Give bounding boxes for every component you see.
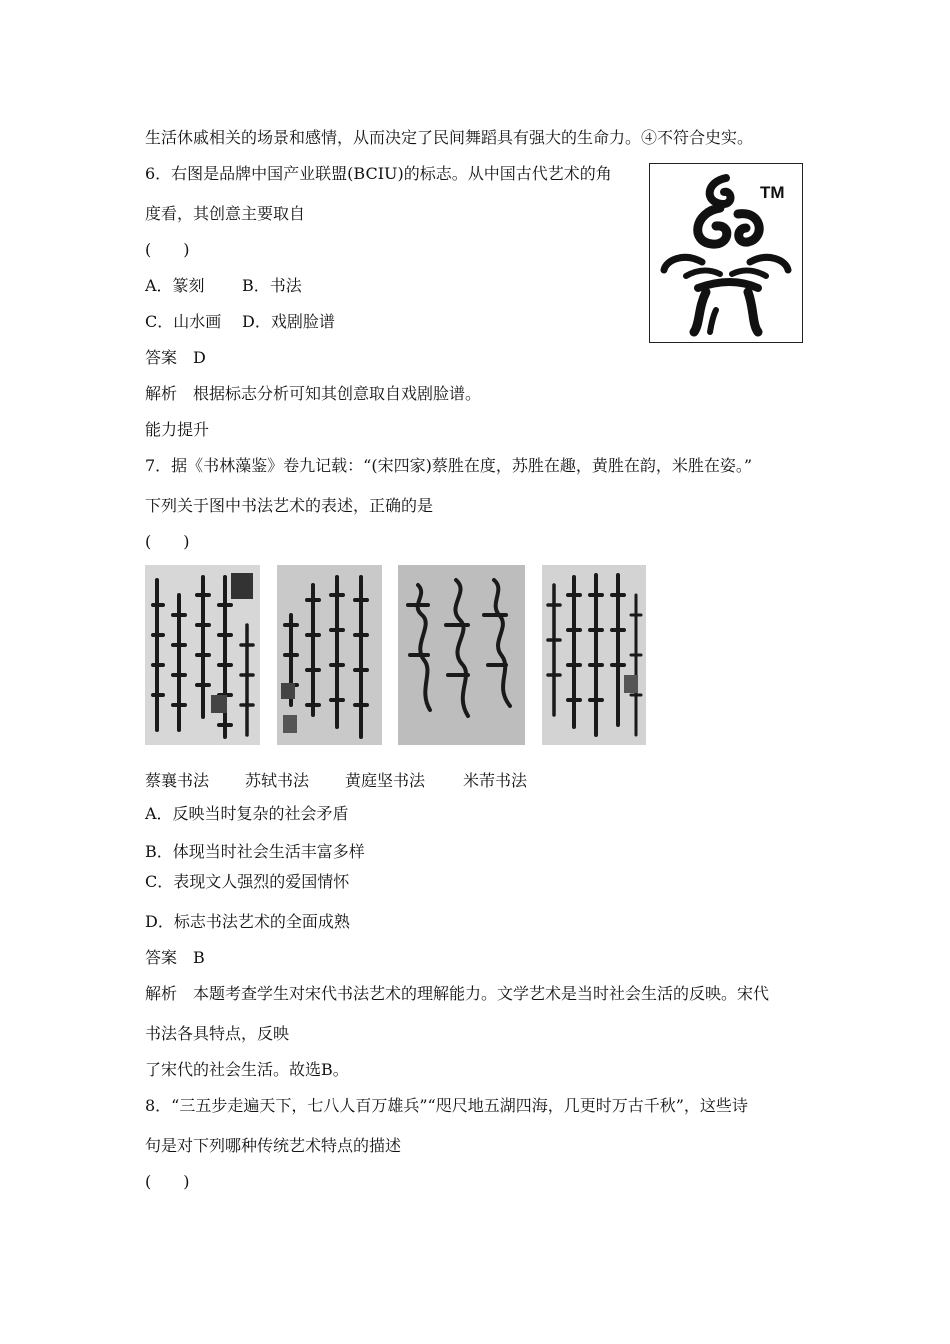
question-6-explanation: 解析 根据标志分析可知其创意取自戏剧脸谱。 [145, 384, 482, 403]
su-shi-calligraphy-image [277, 565, 382, 745]
caption-mi-fu: 米芾书法 [463, 771, 528, 790]
option-d: D．标志书法艺术的全面成熟 [145, 912, 350, 931]
question-8-stem-cont: 句是对下列哪种传统艺术特点的描述 [145, 1136, 402, 1155]
question-7-stem-cont: 下列关于图中书法艺术的表述，正确的是 [145, 496, 434, 515]
question-6-stem-cont: 度看，其创意主要取自 [145, 204, 306, 223]
answer-blank: ( ) [145, 240, 190, 259]
question-6-answer: 答案 D [145, 348, 206, 367]
option-a: A．篆刻 [145, 276, 205, 295]
mi-fu-calligraphy-image [542, 565, 646, 745]
question-7-explanation-cont: 书法各具特点，反映 [145, 1024, 290, 1043]
section-heading: 能力提升 [145, 420, 210, 439]
option-a: A．反映当时复杂的社会矛盾 [145, 804, 349, 823]
option-d: D．戏剧脸谱 [242, 312, 335, 331]
option-b: B．体现当时社会生活丰富多样 [145, 842, 365, 861]
trademark-label: TM [760, 183, 785, 202]
answer-blank: ( ) [145, 1172, 190, 1191]
bciu-logo-image [649, 163, 803, 343]
opera-mask-logo-icon [650, 164, 802, 342]
option-c: C．山水画 [145, 312, 222, 331]
question-7-answer: 答案 B [145, 948, 205, 967]
text-line: 生活休戚相关的场景和感情，从而决定了民间舞蹈具有强大的生命力。④不符合史实。 [145, 128, 754, 147]
question-6-stem: 6．右图是品牌中国产业联盟(BCIU)的标志。从中国古代艺术的角 [145, 164, 612, 183]
huang-tingjian-calligraphy-image [398, 565, 525, 745]
question-8-stem: 8．“三五步走遍天下，七八人百万雄兵”“咫尺地五湖四海，几更时万古千秋”，这些诗 [145, 1096, 748, 1115]
option-c: C．表现文人强烈的爱国情怀 [145, 872, 350, 891]
question-7-stem: 7．据《书林藻鉴》卷九记载：“(宋四家)蔡胜在度，苏胜在趣，黄胜在韵，米胜在姿。” [145, 456, 753, 475]
question-7-explanation: 解析 本题考查学生对宋代书法艺术的理解能力。文学艺术是当时社会生活的反映。宋代 [145, 984, 770, 1003]
caption-su-shi: 苏轼书法 [245, 771, 310, 790]
caption-huang-tingjian: 黄庭坚书法 [345, 771, 426, 790]
option-b: B．书法 [242, 276, 302, 295]
question-6-options-cd [145, 312, 335, 332]
caption-cai-xiang: 蔡襄书法 [145, 771, 210, 790]
answer-blank: ( ) [145, 532, 190, 551]
question-6-options-ab [145, 276, 302, 296]
cai-xiang-calligraphy-image [145, 565, 260, 745]
question-7-explanation-end: 了宋代的社会生活。故选B。 [145, 1060, 349, 1079]
